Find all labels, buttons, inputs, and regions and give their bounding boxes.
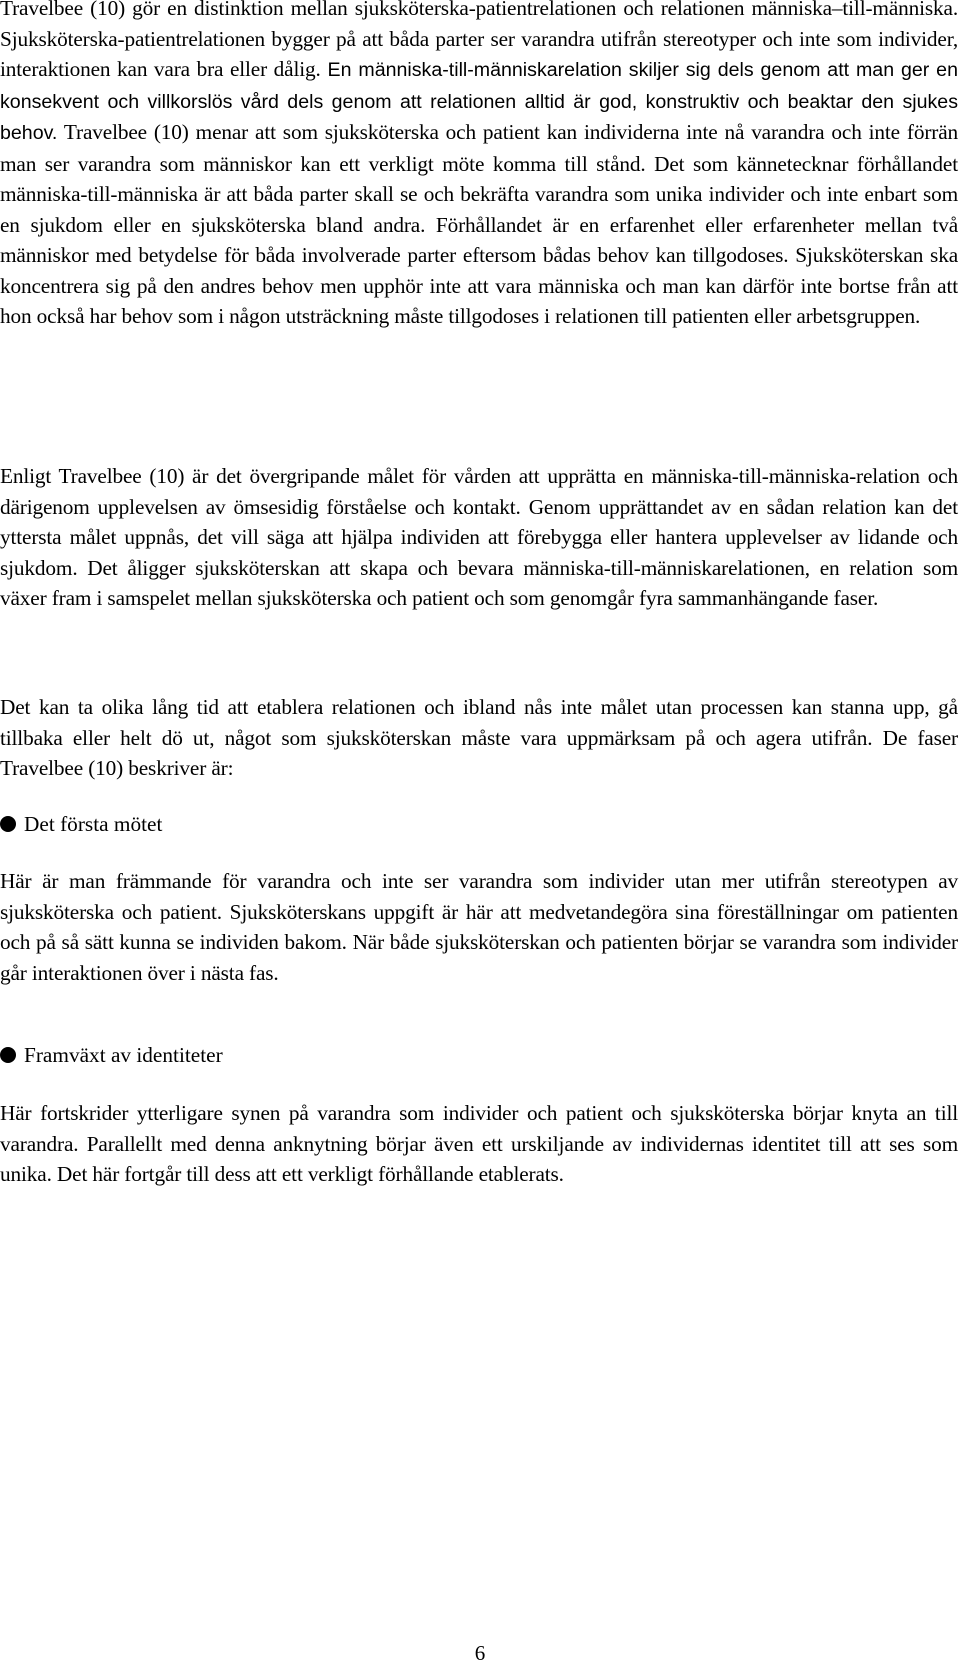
phase-text-1: Här är man främmande för varandra och inte ser varandra som individer utan mer utifrån stereotypen av sjuksköterska och patient. Sjuksköterskans uppgift är här att medvetandegöra sina föreställningar om patienten och på så sätt kunna se individen bakom. När både sjuksköterskan och patienten börjar se varandra som individer går interaktionen över i nästa fas.	[0, 869, 958, 985]
phase-heading-1	[0, 809, 162, 839]
bullet-icon	[0, 816, 16, 832]
paragraph-intro-part-3: Travelbee (10) menar att som sjuksköterska och patient kan individerna inte nå varandra och inte förrän man ser varandra som människor kan ett verkligt möte komma till stånd.	[0, 120, 958, 176]
paragraph-intro-part-1: Travelbee (10) gör en distinktion mellan sjuksköterska-patientrelationen och relationen människa–till-människa. Sjuksköterska-patientrelationen bygger på att båda parter ser varandra utifrån stereotyper och inte som individer, interaktionen kan vara bra eller dålig.	[0, 0, 958, 81]
paragraph-phases-intro: Det kan ta olika lång tid att etablera relationen och ibland nås inte målet utan processen kan stanna upp, gå tillbaka eller helt dö ut, något som sjuksköterskan måste vara uppmärksam på och agera utifrån. De faser Travelbee (10) beskriver är:	[0, 695, 958, 780]
paragraph-goal: Enligt Travelbee (10) är det övergripande målet för vården att upprätta en människa-till-människa-relation och därigenom upplevelsen av ömsesidig förståelse och kontakt. Genom upprättandet av en sådan relation kan det yttersta målet uppnås, det vill säga att hjälpa individen att förebygga eller hantera upplevelser av lidande och sjukdom. Det åligger sjuksköterskan att skapa och bevara människa-till-människarelationen, en relation som växer fram i samspelet mellan sjuksköterska och patient och som genomgår fyra sammanhängande faser.	[0, 464, 958, 610]
phase-heading-1-label: Det första mötet	[24, 812, 163, 836]
paragraph-intro-part-4: Det som kännetecknar förhållandet människa-till-människa är att båda parter skall se och bekräfta varandra som unika individer och inte enbart som en sjukdom eller en sjuksköterska bland andra. Förhållandet är en erfarenhet eller erfarenheter mellan två människor med betydelse för båda involverade parter eftersom bådas behov kan tillgodoses. Sjuksköterskan ska koncentrera sig på den andres behov men upphör inte att vara människa och man kan därför inte bortse från att hon också har behov som i någon utsträckning måste tillgodoses i relationen till patienten eller arbetsgruppen.	[0, 151, 958, 328]
page-number: 6	[474, 1641, 486, 1665]
bullet-icon	[0, 1047, 16, 1063]
phase-heading-2	[0, 1040, 223, 1070]
paragraph-intro-part-2: En människa-till-människarelation skiljer sig dels genom att man ger en konsekvent och villkorslös vård dels genom att relationen alltid är god, konstruktiv och beaktar den sjukes behov.	[0, 59, 958, 144]
phase-heading-2-label: Framväxt av identiteter	[24, 1043, 223, 1067]
phase-text-2: Här fortskrider ytterligare synen på varandra som individer och patient och sjuksköterska börjar knyta an till varandra. Parallellt med denna anknytning börjar även ett urskiljande av individernas identitet till att ses som unika. Det här fortgår till dess att ett verkligt förhållande etablerats.	[0, 1101, 958, 1186]
paragraph-intro	[0, 0, 958, 332]
